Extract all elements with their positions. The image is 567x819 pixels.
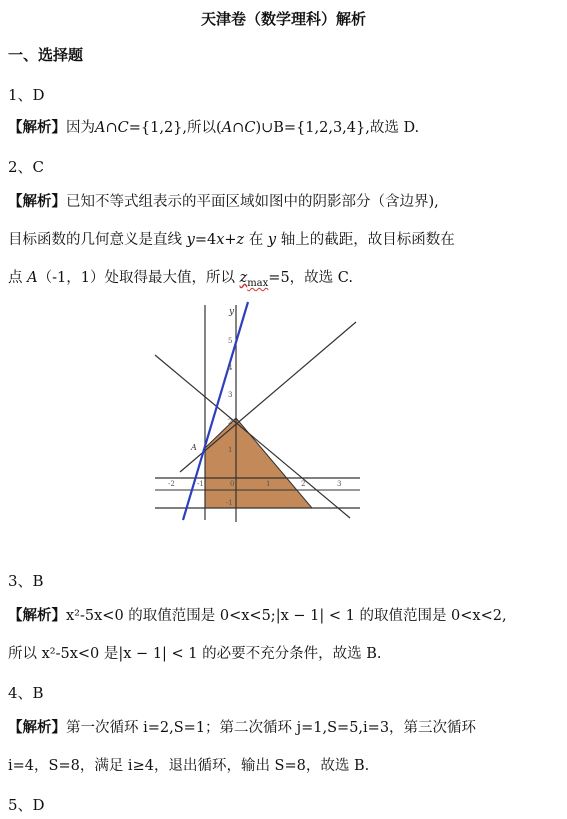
q1-t2: A (95, 120, 106, 136)
q1-t7: ∩ (232, 120, 245, 136)
feasible-region-graph (150, 300, 365, 525)
q1-t6: A (221, 120, 233, 136)
q5-answer: 5、D (8, 796, 45, 814)
q3-line1 (8, 606, 507, 626)
q4-line1-text: 第一次循环 i=2,S=1；第二次循环 j=1,S=5,i=3，第三次循环 (66, 720, 477, 736)
q2-tag: 【解析】 (8, 193, 66, 210)
q1-t8: C (244, 120, 256, 136)
tick-x-0: 0 (230, 480, 235, 488)
point-a-label: A (191, 443, 197, 452)
q1-answer: 1、D (8, 86, 45, 104)
q2-line2d: x (216, 232, 225, 248)
tick-y-4: 4 (228, 364, 233, 372)
tick-y-5: 5 (228, 337, 233, 345)
q2-line2i: 轴上的截距，故目标函数在 (276, 232, 455, 248)
tick-x-minus2: -2 (168, 480, 175, 488)
section-heading: 一、选择题 (8, 46, 84, 64)
q3-line2: 所以 x²-5x<0 是|x − 1| < 1 的必要不充分条件，故选 B. (8, 646, 382, 662)
q3-answer: 3、B (8, 572, 44, 590)
q2-line2f: z (236, 232, 245, 248)
q2-line1 (8, 192, 439, 212)
q1-tag: 【解析】 (8, 119, 66, 136)
q2-line2c: =4 (194, 232, 217, 248)
q1-t3: ∩ (105, 120, 118, 136)
q2-line3e: max (247, 277, 269, 289)
tick-x-1: 1 (266, 480, 271, 488)
q2-line2g: 在 (244, 232, 268, 248)
q2-line3f: =5，故选 C. (268, 270, 353, 286)
q1-t1: 因为 (66, 120, 95, 136)
tick-x-3: 3 (337, 480, 342, 488)
q1-explanation (8, 118, 419, 138)
q1-t5: ={1,2},所以( (128, 120, 222, 136)
q3-line1-text: x²-5x<0 的取值范围是 0<x<5;|x − 1| < 1 的取值范围是 0<x<2, (66, 608, 507, 624)
q4-line2: i=4，S=8，满足 i≥4，退出循环，输出 S=8，故选 B. (8, 758, 370, 774)
q4-tag: 【解析】 (8, 719, 66, 736)
tick-x-2: 2 (301, 480, 306, 488)
tick-y-2: 2 (228, 418, 233, 426)
q2-line3a: 点 (8, 270, 28, 286)
q2-line2h: y (267, 232, 277, 248)
q2-line2a: 目标函数的几何意义是直线 (8, 232, 187, 248)
q4-answer: 4、B (8, 684, 44, 702)
q2-answer: 2、C (8, 158, 45, 176)
tick-y-minus1: -1 (226, 499, 233, 507)
tick-x-minus1: -1 (197, 480, 204, 488)
page-title: 天津卷（数学理科）解析 (200, 10, 366, 28)
q2-line3d: z (239, 270, 248, 286)
q1-t4: C (117, 120, 129, 136)
q3-tag: 【解析】 (8, 607, 66, 624)
q2-line3 (8, 268, 353, 294)
q2-line3b: A (27, 270, 38, 286)
y-axis-label: y (229, 307, 235, 317)
q1-t9: )∪B={1,2,3,4},故选 D. (255, 120, 420, 136)
q4-line1 (8, 718, 476, 738)
q2-line2 (8, 230, 455, 250)
tick-y-3: 3 (228, 391, 233, 399)
q2-line3c: （-1，1）处取得最大值，所以 (37, 270, 240, 286)
q2-line2b: y (186, 232, 195, 248)
tick-y-1: 1 (228, 446, 233, 454)
q2-line2e: + (224, 232, 237, 248)
shaded-region (205, 418, 312, 508)
q2-line1-text: 已知不等式组表示的平面区域如图中的阴影部分（含边界), (66, 194, 439, 210)
